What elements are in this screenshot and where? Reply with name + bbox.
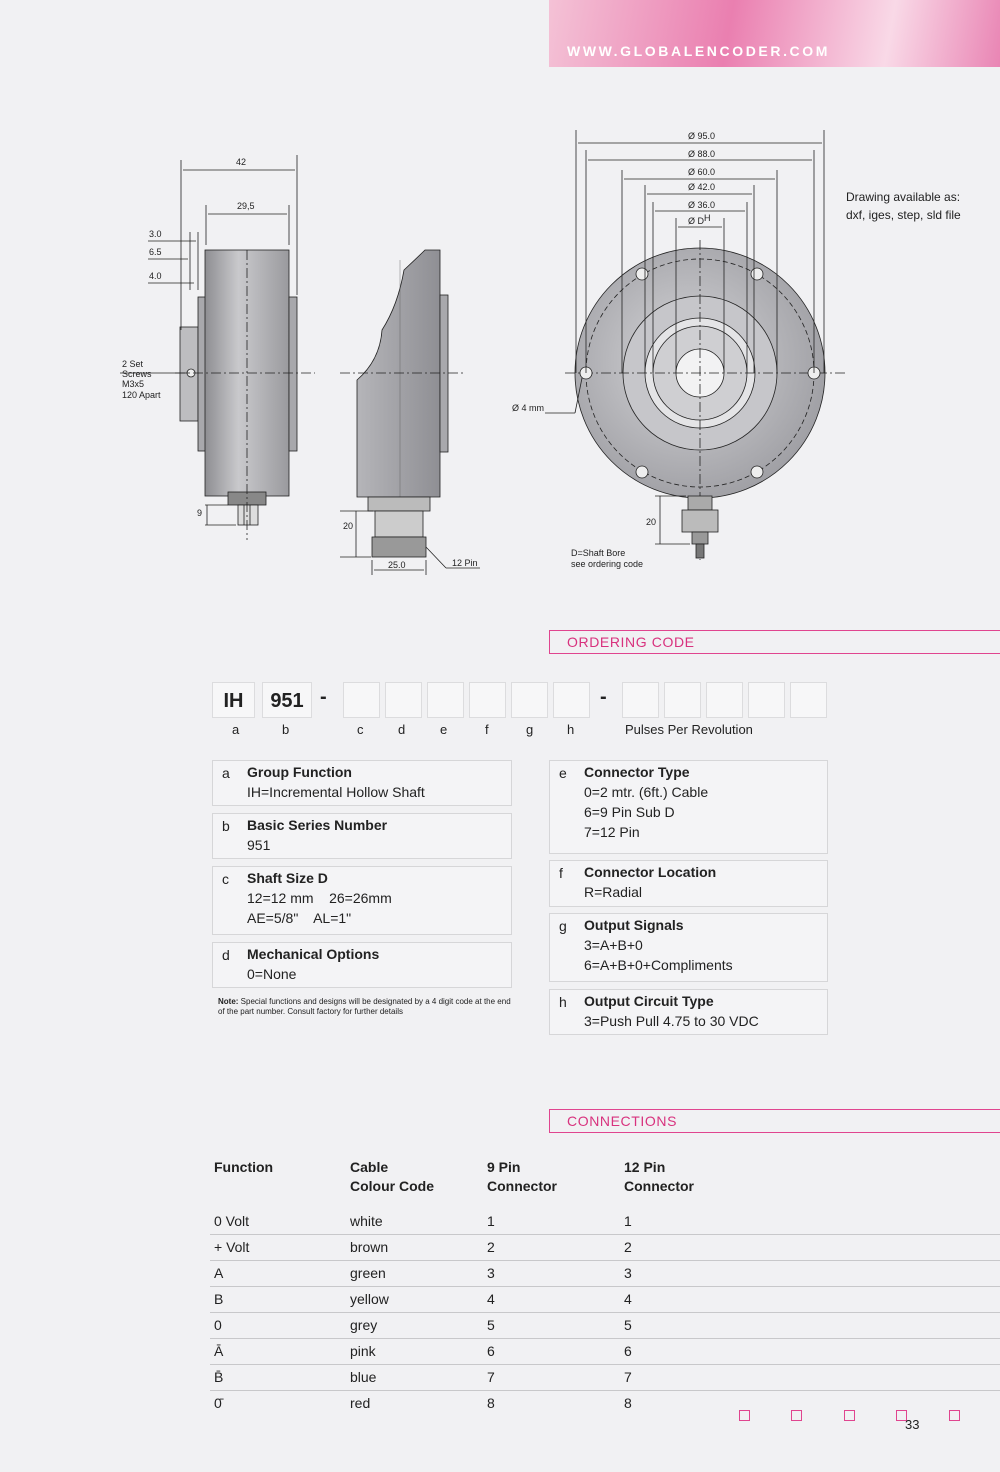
code-label-e: e (440, 722, 448, 737)
option-value: 951 (247, 837, 271, 853)
table-row (210, 1261, 1000, 1287)
cell-12pin: 5 (624, 1317, 632, 1333)
dim-9: 9 (197, 508, 203, 518)
dim-42: 42 (236, 157, 247, 167)
screws-label-4: 120 Apart (122, 390, 161, 400)
code-box-b: 951 (262, 682, 312, 718)
table-row (210, 1391, 1000, 1417)
table-row (210, 1287, 1000, 1313)
cell-function: 0̄ (214, 1395, 222, 1411)
cell-12pin: 1 (624, 1213, 632, 1229)
col-header-cable-line1: Cable (350, 1159, 389, 1175)
option-value: IH=Incremental Hollow Shaft (247, 784, 425, 800)
dim-4mm: Ø 4 mm (512, 403, 545, 413)
cell-9pin: 4 (487, 1291, 495, 1307)
page-number: 33 (905, 1417, 920, 1432)
footer-square-icon (949, 1410, 960, 1421)
screws-label-2: Screws (122, 369, 152, 379)
note-label: Note: (218, 997, 239, 1006)
option-value: AE=5/8" AL=1" (247, 910, 352, 926)
connections-header (549, 1109, 1000, 1133)
code-box-d[interactable] (385, 682, 422, 718)
cell-12pin: 3 (624, 1265, 632, 1281)
option-heading: Mechanical Options (247, 946, 380, 962)
option-value: 0=2 mtr. (6ft.) Cable (584, 784, 709, 800)
cell-9pin: 2 (487, 1239, 495, 1255)
col-header-function-text: Function (214, 1159, 274, 1175)
bore-label-2: see ordering code (571, 559, 644, 569)
code-label-d: d (398, 722, 406, 737)
option-a (212, 760, 512, 806)
note-text: Special functions and designs will be designated by a 4 digit code at the end of the part number. Consult factory for further details (218, 997, 511, 1016)
code-label-b: b (282, 722, 290, 737)
ordering-note (218, 997, 518, 1017)
code-box-ppr-1[interactable] (622, 682, 659, 718)
code-box-f[interactable] (469, 682, 506, 718)
code-label-g: g (526, 722, 534, 737)
code-box-ppr-4[interactable] (748, 682, 785, 718)
option-value: 7=12 Pin (584, 824, 640, 840)
dim-4: 4.0 (149, 271, 162, 281)
bore-label-1: D=Shaft Bore (571, 548, 626, 558)
cell-12pin: 2 (624, 1239, 632, 1255)
code-label-c: c (357, 722, 364, 737)
option-value: 3=Push Pull 4.75 to 30 VDC (584, 1013, 759, 1029)
option-value: 3=A+B+0 (584, 937, 643, 953)
connections-title: CONNECTIONS (567, 1113, 678, 1129)
drawing-availability-note (846, 188, 961, 224)
drawing-note-line-1: Drawing available as: (846, 190, 961, 204)
cell-function: 0 (214, 1317, 222, 1333)
option-letter: a (222, 765, 230, 781)
option-value: 12=12 mm 26=26mm (247, 890, 392, 906)
footer-square-icon (791, 1410, 802, 1421)
code-label-ppr: Pulses Per Revolution (625, 722, 753, 737)
option-heading: Output Circuit Type (584, 993, 714, 1009)
col-header-9pin (487, 1158, 557, 1196)
dim-95: Ø 95.0 (688, 131, 716, 141)
dim-d: Ø D (688, 216, 705, 226)
ordering-code-header (549, 630, 1000, 654)
col-header-12pin-line1: 12 Pin (624, 1159, 666, 1175)
cell-12pin: 8 (624, 1395, 632, 1411)
pin-label: 12 Pin (452, 558, 478, 568)
ordering-code-title: ORDERING CODE (567, 634, 695, 650)
option-c (212, 866, 512, 935)
option-letter: g (559, 918, 567, 934)
cell-9pin: 8 (487, 1395, 495, 1411)
code-box-g[interactable] (511, 682, 548, 718)
dim-88: Ø 88.0 (688, 149, 716, 159)
option-value: 0=None (247, 966, 297, 982)
dim-h: H (704, 213, 711, 223)
dim-29: 29,5 (237, 201, 255, 211)
cell-colour: yellow (350, 1291, 389, 1307)
code-box-ppr-3[interactable] (706, 682, 743, 718)
option-g (549, 913, 828, 982)
screws-label-3: M3x5 (122, 379, 145, 389)
col-header-12pin-line2: Connector (624, 1178, 694, 1194)
option-h (549, 989, 828, 1035)
code-box-ppr-2[interactable] (664, 682, 701, 718)
dim-3: 3.0 (149, 229, 162, 239)
cell-colour: grey (350, 1317, 378, 1333)
cell-function: Ā (214, 1343, 224, 1359)
cell-function: B̄ (214, 1369, 224, 1385)
code-label-h: h (567, 722, 575, 737)
option-letter: h (559, 994, 567, 1010)
table-row (210, 1339, 1000, 1365)
option-letter: d (222, 947, 230, 963)
cell-function: A (214, 1265, 224, 1281)
option-heading: Output Signals (584, 917, 684, 933)
dim-36: Ø 36.0 (688, 200, 716, 210)
option-d (212, 942, 512, 988)
code-box-ppr-5[interactable] (790, 682, 827, 718)
cell-colour: red (350, 1395, 371, 1411)
option-value: 6=9 Pin Sub D (584, 804, 675, 820)
col-header-cable (350, 1158, 434, 1196)
screws-label-1: 2 Set (122, 359, 144, 369)
option-heading: Connector Location (584, 864, 717, 880)
cell-12pin: 4 (624, 1291, 632, 1307)
header-banner (549, 0, 1000, 67)
dim-20-mid: 20 (343, 521, 354, 531)
option-heading: Connector Type (584, 764, 690, 780)
cell-12pin: 7 (624, 1369, 632, 1385)
option-heading: Basic Series Number (247, 817, 388, 833)
table-row (210, 1313, 1000, 1339)
option-e (549, 760, 828, 854)
footer-square-icon (844, 1410, 855, 1421)
cell-colour: brown (350, 1239, 389, 1255)
option-heading: Group Function (247, 764, 352, 780)
website-url[interactable]: WWW.GLOBALENCODER.COM (567, 43, 831, 59)
cell-12pin: 6 (624, 1343, 632, 1359)
code-box-a: IH (212, 682, 255, 718)
cell-colour: pink (350, 1343, 376, 1359)
code-box-c[interactable] (343, 682, 380, 718)
cell-colour: blue (350, 1369, 377, 1385)
code-label-f: f (485, 722, 489, 737)
dim-42-front: Ø 42.0 (688, 182, 716, 192)
col-header-9pin-line2: Connector (487, 1178, 557, 1194)
dim-20-front: 20 (646, 517, 657, 527)
option-letter: f (559, 865, 563, 881)
ordering-code-row (212, 682, 832, 718)
dim-25: 25.0 (388, 560, 406, 570)
code-label-a: a (232, 722, 240, 737)
table-row (210, 1365, 1000, 1391)
code-box-e[interactable] (427, 682, 464, 718)
col-header-12pin (624, 1158, 694, 1196)
code-box-h[interactable] (553, 682, 590, 718)
cell-function: + Volt (214, 1239, 250, 1255)
option-letter: e (559, 765, 567, 781)
option-value: 6=A+B+0+Compliments (584, 957, 733, 973)
cell-colour: green (350, 1265, 386, 1281)
cell-function: 0 Volt (214, 1213, 250, 1229)
dim-60: Ø 60.0 (688, 167, 716, 177)
option-heading: Shaft Size D (247, 870, 328, 886)
option-f (549, 860, 828, 907)
col-header-cable-line2: Colour Code (350, 1178, 434, 1194)
cell-function: B (214, 1291, 224, 1307)
footer-square-icon (739, 1410, 750, 1421)
dim-6-5: 6.5 (149, 247, 162, 257)
option-letter: b (222, 818, 230, 834)
option-letter: c (222, 871, 229, 887)
code-dash-1: - (320, 686, 327, 708)
cell-9pin: 6 (487, 1343, 495, 1359)
technical-drawing (0, 100, 1000, 590)
col-header-function (214, 1158, 273, 1177)
cell-9pin: 5 (487, 1317, 495, 1333)
cell-9pin: 7 (487, 1369, 495, 1385)
table-row (210, 1235, 1000, 1261)
mid-body-shape (357, 250, 440, 497)
option-b (212, 813, 512, 859)
cell-colour: white (350, 1213, 383, 1229)
table-row (210, 1209, 1000, 1235)
drawing-note-line-2: dxf, iges, step, sld file (846, 208, 961, 222)
cell-9pin: 3 (487, 1265, 495, 1281)
cell-9pin: 1 (487, 1213, 495, 1229)
option-value: R=Radial (584, 884, 642, 900)
code-dash-2: - (600, 686, 607, 708)
col-header-9pin-line1: 9 Pin (487, 1159, 521, 1175)
